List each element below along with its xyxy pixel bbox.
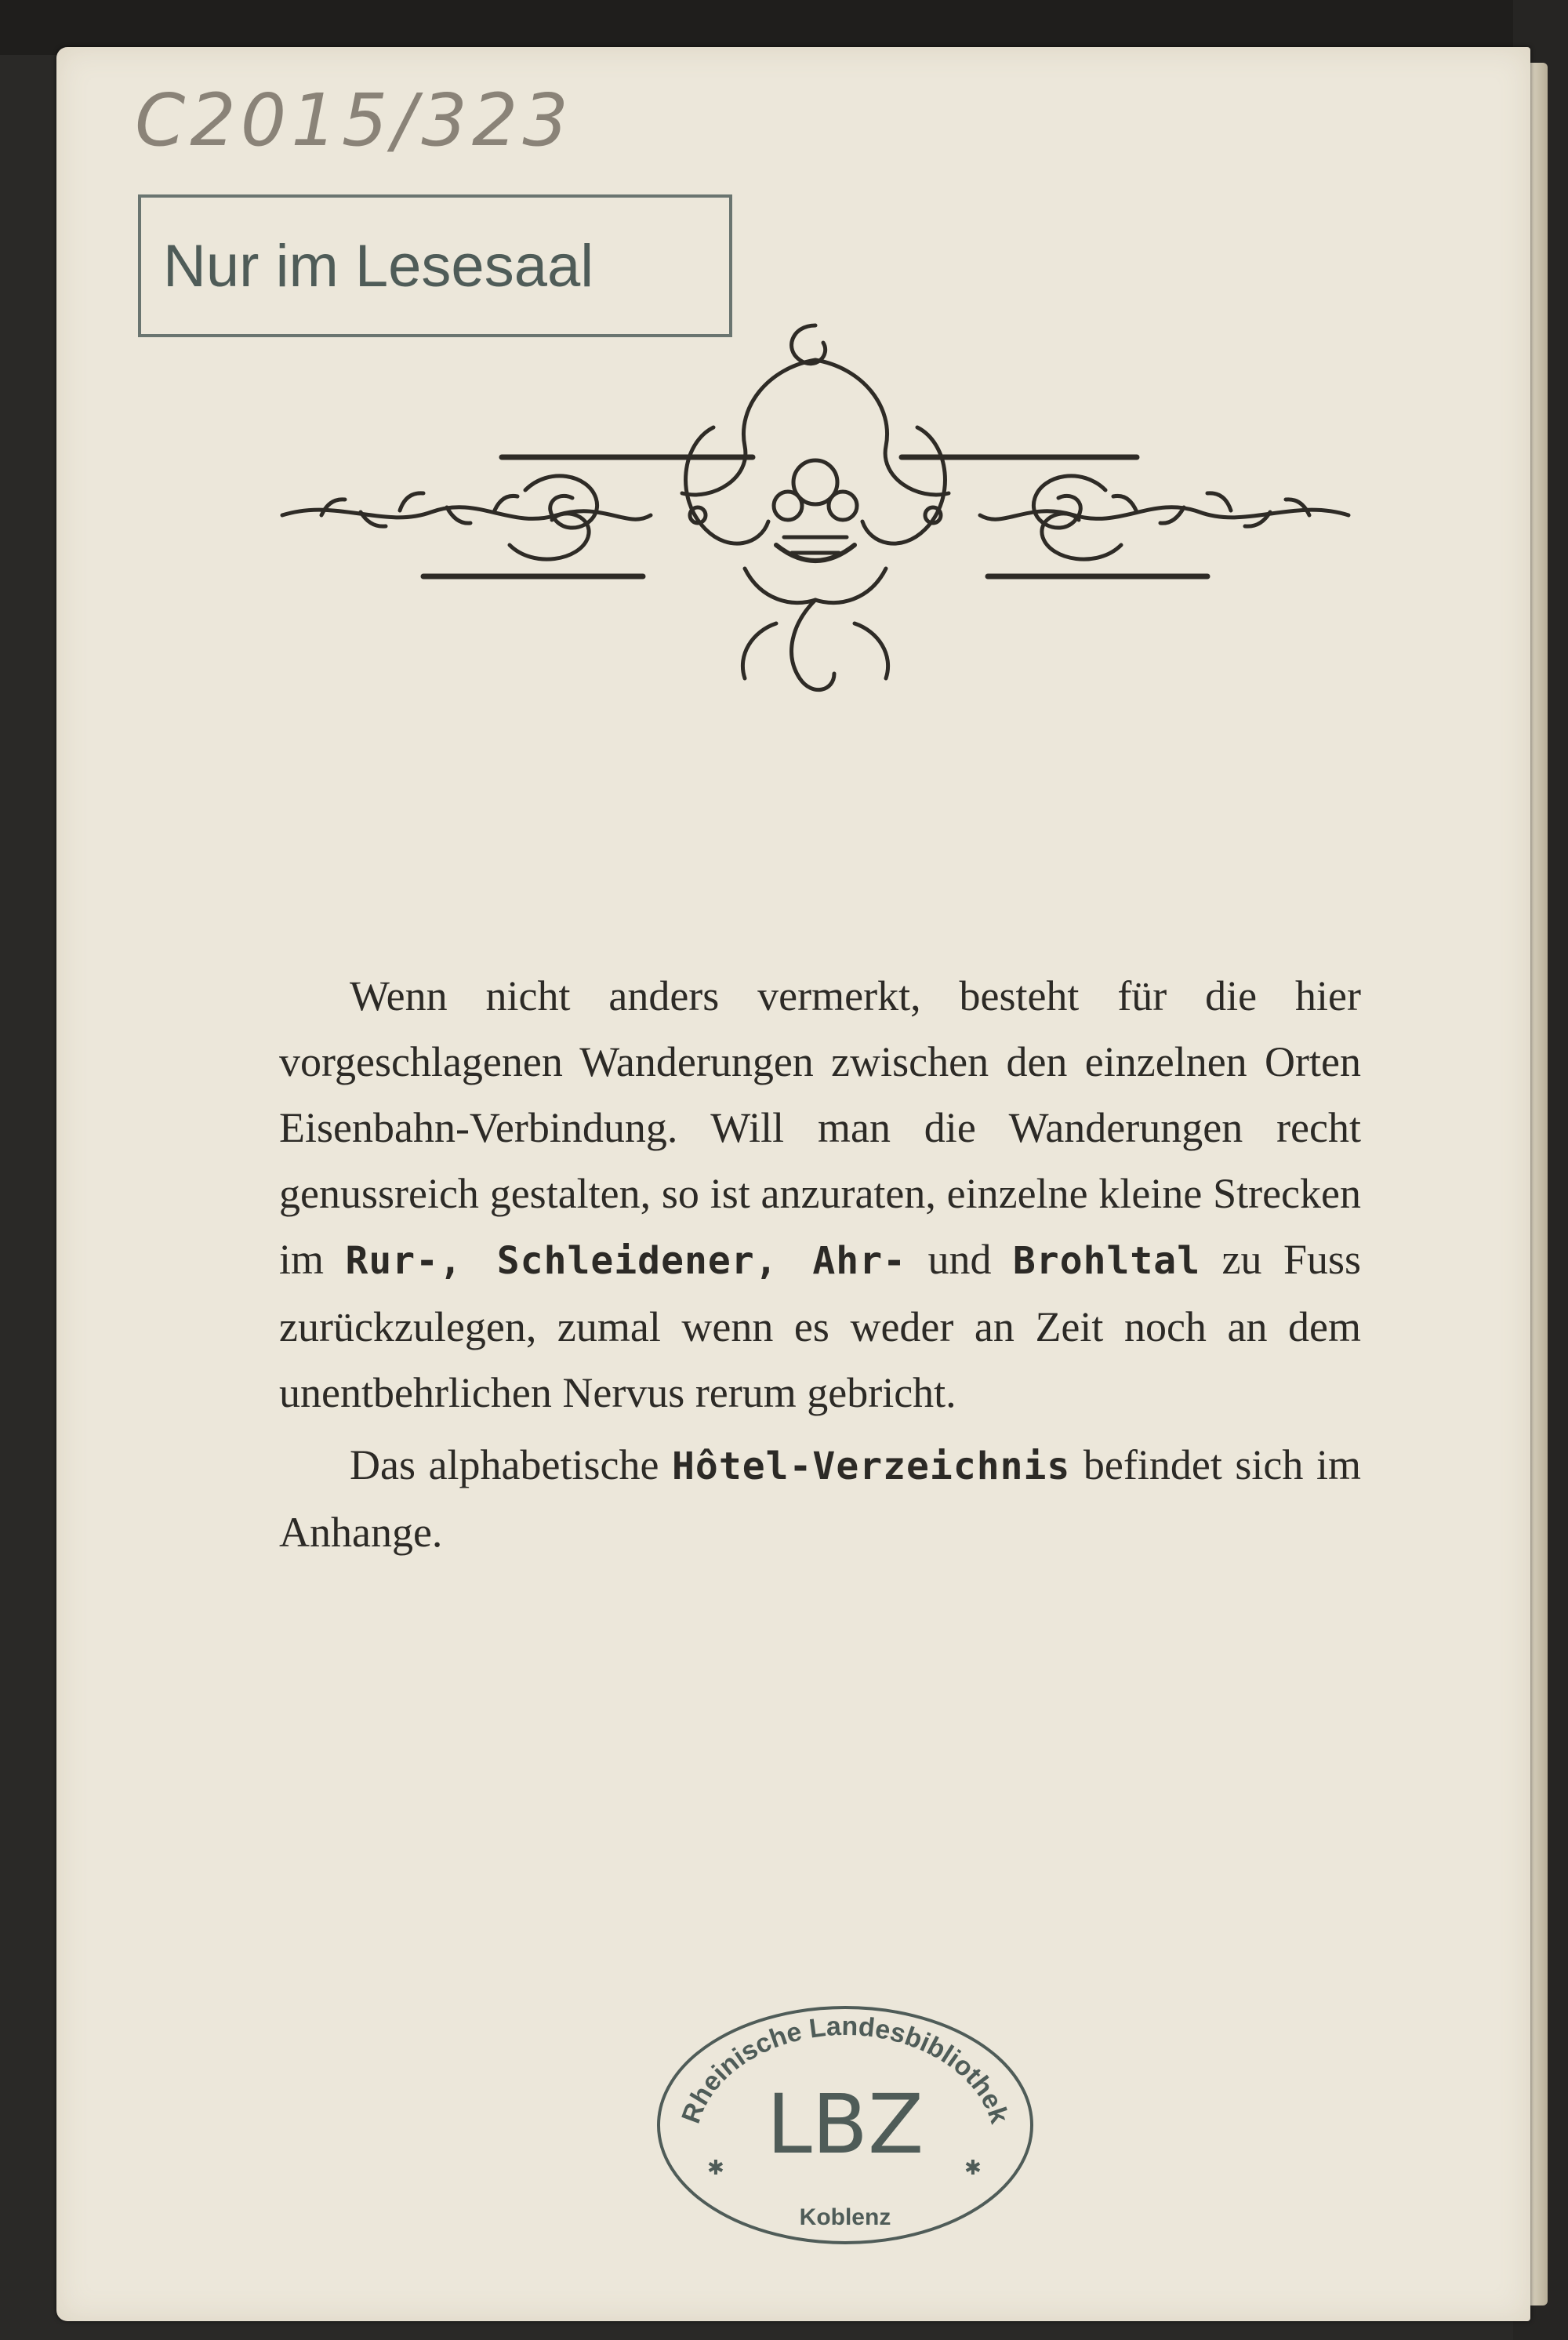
stamp-bottom-text: Koblenz xyxy=(799,2204,891,2230)
brohltal-bold: Brohltal xyxy=(1012,1239,1201,1283)
page-edge xyxy=(1530,63,1548,2305)
stamp-star-right-icon: ✱ xyxy=(964,2157,982,2180)
valley-names-bold: Rur-, Schleidener, Ahr- xyxy=(345,1239,907,1283)
ornament-vignette-icon xyxy=(274,310,1356,733)
library-stamp-icon xyxy=(649,1996,1041,2255)
stamp-arc-text: Rheinische Landesbibliothek xyxy=(676,2011,1014,2127)
hotel-index-bold: Hôtel-Verzeichnis xyxy=(672,1444,1071,1488)
paragraph2-text-a: Das alphabetische xyxy=(350,1441,673,1488)
paragraph2-text-b: befindet sich im Anhange. xyxy=(279,1441,1361,1556)
stamp-star-left-icon: ✱ xyxy=(707,2157,724,2180)
paragraph1-text-c: zu Fuss zurückzulegen, zumal wenn es weder an Zeit noch an dem unentbehrlichen Nervus rerum gebricht. xyxy=(279,1236,1362,1416)
handwritten-shelfmark: C2015/323 xyxy=(135,78,573,162)
body-text xyxy=(279,963,1361,1565)
paragraph-hotel-index xyxy=(279,1432,1361,1565)
stamp-center-text: LBZ xyxy=(766,2077,924,2172)
reading-room-stamp-text: Nur im Lesesaal xyxy=(163,232,594,300)
paragraph-hiking-notes xyxy=(279,963,1361,1426)
paragraph1-text-a: Wenn nicht anders vermerkt, besteht für die hier vorgeschlagenen Wanderungen zwischen den einzelnen Orten Eisenbahn-Verbindung. Will man die Wanderungen recht genussreich gestalten, so ist anzuraten, einzelne kleine Strecken im xyxy=(279,972,1361,1283)
paragraph1-text-b: und xyxy=(906,1236,1013,1283)
